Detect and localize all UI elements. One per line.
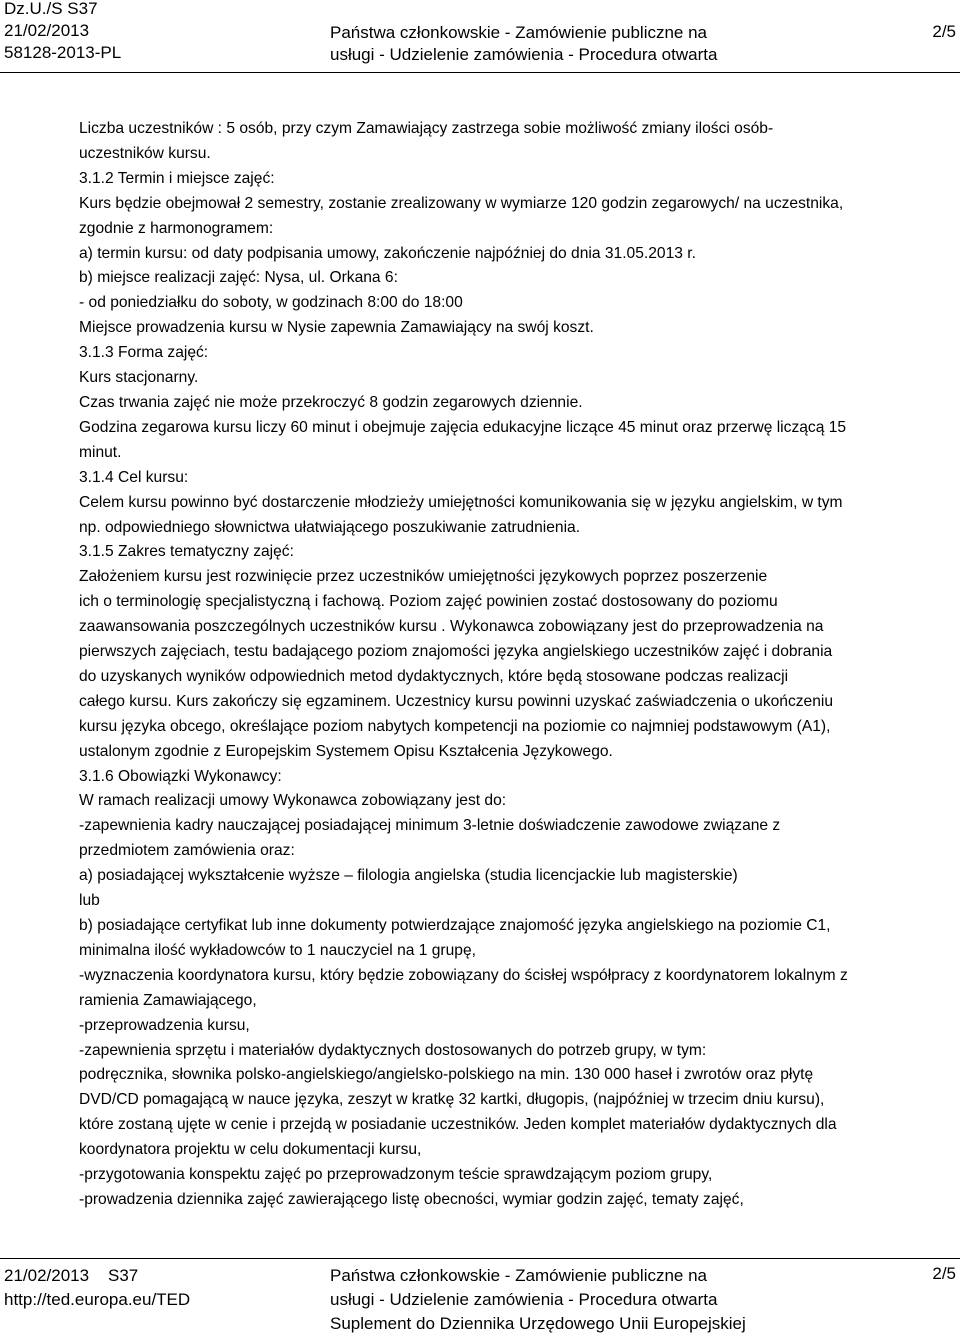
- body-line: -wyznaczenia koordynatora kursu, który będzie zobowiązany do ścisłej współpracy z koordynatorem lokalnym z: [79, 966, 848, 984]
- header-title-line2: usługi - Udzielenie zamówienia - Procedura otwarta: [330, 45, 718, 64]
- header-title: [330, 22, 717, 66]
- header-left: [4, 0, 121, 64]
- footer-title-line1: Państwa członkowskie - Zamówienie publiczne na: [330, 1266, 708, 1285]
- body-line: -zapewnienia sprzętu i materiałów dydaktycznych dostosowanych do potrzeb grupy, w tym:: [79, 1041, 707, 1059]
- body-line: pierwszych zajęciach, testu badającego poziom znajomości języka angielskiego uczestników zajęć i dobrania: [79, 643, 833, 661]
- footer-left: [4, 1264, 190, 1312]
- body-line: W ramach realizacji umowy Wykonawca zobowiązany jest do:: [79, 792, 507, 810]
- footer-url-link[interactable]: http://ted.europa.eu/TED: [4, 1290, 191, 1309]
- footer-divider: [0, 1258, 960, 1259]
- header-notice-id: 58128-2013-PL: [4, 43, 122, 62]
- footer-page-number: 2/5: [932, 1264, 956, 1283]
- body-line: 3.1.4 Cel kursu:: [79, 468, 189, 486]
- body-line: 3.1.5 Zakres tematyczny zajęć:: [79, 543, 294, 561]
- header-divider: [0, 72, 960, 73]
- body-line: Godzina zegarowa kursu liczy 60 minut i obejmuje zajęcia edukacyjne liczące 45 minut oraz przerwę liczącą 15: [79, 418, 847, 436]
- footer-date-series: 21/02/2013 S37: [4, 1266, 139, 1285]
- footer-title: [330, 1264, 746, 1336]
- body-line: a) termin kursu: od daty podpisania umowy, zakończenie najpóźniej do dnia 31.05.2013 r.: [79, 244, 696, 262]
- body-line: Liczba uczestników : 5 osób, przy czym Zamawiający zastrzega sobie możliwość zmiany ilości osób-: [79, 120, 774, 137]
- body-line: Celem kursu powinno być dostarczenie młodzieży umiejętności komunikowania się w języku angielskim, w tym: [79, 493, 843, 511]
- body-line: Kurs będzie obejmował 2 semestry, zostanie zrealizowany w wymiarze 120 godzin zegarowych/ na uczestnika,: [79, 194, 844, 212]
- body-line: całego kursu. Kurs zakończy się egzaminem. Uczestnicy kursu powinni uzyskać zaświadczenia o ukończeniu: [79, 692, 834, 710]
- header-date: 21/02/2013: [4, 21, 90, 40]
- footer-title-line3: Suplement do Dziennika Urzędowego Unii Europejskiej: [330, 1314, 746, 1333]
- body-line: 3.1.3 Forma zajęć:: [79, 344, 209, 362]
- body-line: -przygotowania konspektu zajęć po przeprowadzonym teście sprawdzającym poziom grupy,: [79, 1166, 713, 1184]
- body-line: 3.1.2 Termin i miejsce zajęć:: [79, 169, 275, 187]
- body-line: zgodnie z harmonogramem:: [79, 219, 274, 237]
- body-line: Czas trwania zajęć nie może przekroczyć 8 godzin zegarowych dziennie.: [79, 393, 583, 411]
- body-line: DVD/CD pomagającą w nauce języka, zeszyt w kratkę 32 kartki, długopis, (najpóźniej w trzecim dniu kursu),: [79, 1091, 825, 1109]
- body-line: koordynatora projektu w celu dokumentacji kursu,: [79, 1141, 422, 1159]
- body-line: kursu języka obcego, określające poziom nabytych kompetencji na poziomie co najmniej podstawowym (A1),: [79, 717, 831, 735]
- body-line: -zapewnienia kadry nauczającej posiadającej minimum 3-letnie doświadczenie zawodowe związane z: [79, 817, 781, 835]
- body-line: -przeprowadzenia kursu,: [79, 1016, 250, 1034]
- body-line: do uzyskanych wyników odpowiednich metod dydaktycznych, które będą stosowane podczas realizacji: [79, 667, 789, 685]
- body-line: Założeniem kursu jest rozwinięcie przez uczestników umiejętności językowych poprzez poszerzenie: [79, 568, 768, 586]
- body-line: b) posiadające certyfikat lub inne dokumenty potwierdzające znajomość języka angielskiego na poziomie C1,: [79, 917, 831, 934]
- body-line: zaawansowania poszczególnych uczestników kursu . Wykonawca zobowiązany jest do przeprowadzenia na: [79, 618, 824, 636]
- body-line: minut.: [79, 443, 122, 461]
- footer-title-line2: usługi - Udzielenie zamówienia - Procedura otwarta: [330, 1290, 718, 1309]
- body-line: 3.1.6 Obowiązki Wykonawcy:: [79, 767, 282, 785]
- document-body: [79, 117, 955, 1213]
- body-line: np. odpowiedniego słownictwa ułatwiającego poszukiwanie zatrudnienia.: [79, 518, 581, 536]
- body-line: ramienia Zamawiającego,: [79, 991, 257, 1009]
- page-footer: [0, 1262, 960, 1334]
- body-line: Kurs stacjonarny.: [79, 369, 199, 387]
- header-page-number: 2/5: [932, 22, 956, 41]
- body-line: które zostaną ujęte w cenie i przejdą w posiadanie uczestników. Jeden komplet materiałów dydaktycznych dla: [79, 1116, 837, 1134]
- body-line: podręcznika, słownika polsko-angielskiego/angielsko-polskiego na min. 130 000 haseł i zwrotów oraz płytę: [79, 1066, 814, 1084]
- body-line: uczestników kursu.: [79, 144, 211, 162]
- body-line: - od poniedziałku do soboty, w godzinach 8:00 do 18:00: [79, 294, 463, 312]
- body-line: ustalonym zgodnie z Europejskim Systemem Opisu Kształcenia Językowego.: [79, 742, 613, 760]
- header-journal: Dz.U./S S37: [4, 0, 98, 18]
- body-line: -prowadzenia dziennika zajęć zawierającego listę obecności, wymiar godzin zajęć, tematy zajęć,: [79, 1190, 744, 1208]
- body-line: minimalna ilość wykładowców to 1 nauczyciel na 1 grupę,: [79, 941, 476, 959]
- body-line: b) miejsce realizacji zajęć: Nysa, ul. Orkana 6:: [79, 269, 398, 287]
- body-line: Miejsce prowadzenia kursu w Nysie zapewnia Zamawiający na swój koszt.: [79, 319, 594, 337]
- body-line: a) posiadającej wykształcenie wyższe – filologia angielska (studia licencjackie lub magisterskie): [79, 867, 738, 885]
- body-line: ich o terminologię specjalistyczną i fachową. Poziom zajęć powinien zostać dostosowany do poziomu: [79, 593, 778, 611]
- header-title-line1: Państwa członkowskie - Zamówienie publiczne na: [330, 23, 708, 42]
- page-header: [0, 0, 960, 72]
- body-line: przedmiotem zamówienia oraz:: [79, 842, 295, 860]
- body-line: lub: [79, 892, 100, 910]
